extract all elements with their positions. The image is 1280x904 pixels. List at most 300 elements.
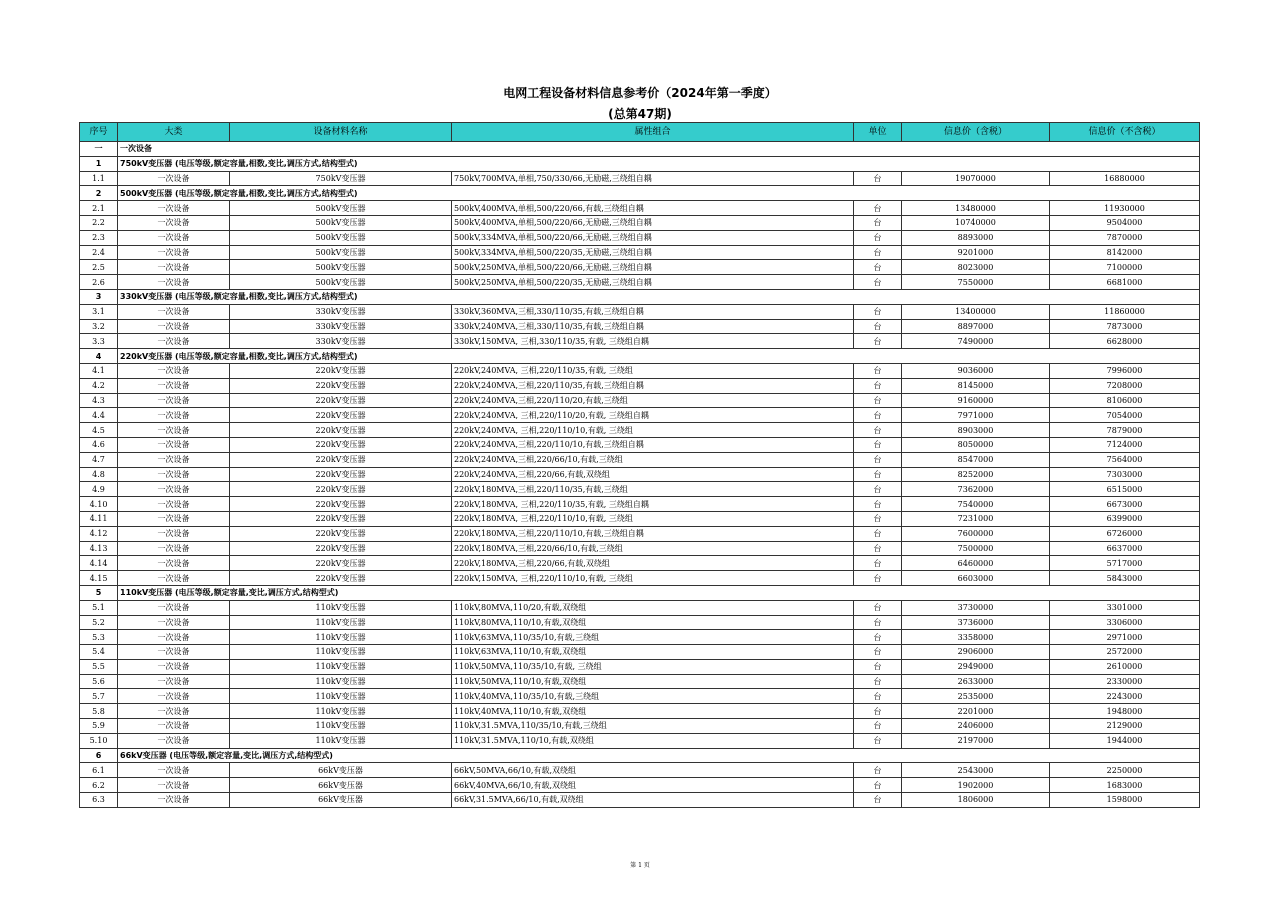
row-number: 4 (80, 349, 118, 364)
row-category: 一次设备 (118, 659, 230, 674)
row-price-tax: 6603000 (902, 571, 1050, 586)
row-attributes: 220kV,240MVA,三相,220/66/10,有载,三绕组 (452, 452, 854, 467)
table-header-row (80, 123, 1200, 142)
row-unit: 台 (854, 645, 902, 660)
row-name: 220kV变压器 (230, 556, 452, 571)
row-number: 3.2 (80, 319, 118, 334)
row-title: 110kV变压器 (电压等级,额定容量,变比,调压方式,结构型式) (118, 585, 1200, 600)
column-header-price-notax: 信息价（不含税） (1050, 123, 1200, 142)
row-unit: 台 (854, 378, 902, 393)
row-name: 220kV变压器 (230, 363, 452, 378)
row-category: 一次设备 (118, 793, 230, 808)
row-unit: 台 (854, 763, 902, 778)
row-attributes: 220kV,240MVA, 三相,220/110/20,有载, 三绕组自耦 (452, 408, 854, 423)
table-row (80, 674, 1200, 689)
row-number: 2.5 (80, 260, 118, 275)
row-price-tax: 2535000 (902, 689, 1050, 704)
table-row (80, 452, 1200, 467)
row-price-notax: 7873000 (1050, 319, 1200, 334)
row-name: 110kV变压器 (230, 645, 452, 660)
row-price-notax: 7100000 (1050, 260, 1200, 275)
row-attributes: 330kV,360MVA,三相,330/110/35,有载,三绕组自耦 (452, 304, 854, 319)
row-attributes: 110kV,40MVA,110/35/10,有载,三绕组 (452, 689, 854, 704)
table-row (80, 615, 1200, 630)
row-unit: 台 (854, 334, 902, 349)
row-unit: 台 (854, 171, 902, 186)
row-price-tax: 7500000 (902, 541, 1050, 556)
table-row (80, 171, 1200, 186)
column-header-price-tax: 信息价（含税） (902, 123, 1050, 142)
page-number: 第 1 页 (630, 862, 650, 869)
row-unit: 台 (854, 245, 902, 260)
table-row (80, 526, 1200, 541)
row-category: 一次设备 (118, 482, 230, 497)
row-name: 220kV变压器 (230, 571, 452, 586)
page-title: 电网工程设备材料信息参考价（2024年第一季度） (503, 86, 777, 100)
row-number: 3.1 (80, 304, 118, 319)
row-category: 一次设备 (118, 526, 230, 541)
table-row (80, 541, 1200, 556)
table-row (80, 201, 1200, 216)
row-attributes: 500kV,250MVA,单相,500/220/35,无励磁,三绕组自耦 (452, 275, 854, 290)
row-name: 500kV变压器 (230, 215, 452, 230)
table-row (80, 659, 1200, 674)
row-price-notax: 6681000 (1050, 275, 1200, 290)
row-number: 1 (80, 156, 118, 171)
row-price-notax: 1683000 (1050, 778, 1200, 793)
row-attributes: 500kV,334MVA,单相,500/220/66,无励磁,三绕组自耦 (452, 230, 854, 245)
row-attributes: 500kV,400MVA,单相,500/220/66,无励磁,三绕组自耦 (452, 215, 854, 230)
row-attributes: 110kV,63MVA,110/10,有载,双绕组 (452, 645, 854, 660)
table-row (80, 793, 1200, 808)
row-price-tax: 2406000 (902, 719, 1050, 734)
column-header-no: 序号 (80, 123, 118, 142)
row-unit: 台 (854, 497, 902, 512)
row-unit: 台 (854, 467, 902, 482)
row-attributes: 110kV,40MVA,110/10,有载,双绕组 (452, 704, 854, 719)
row-attributes: 220kV,240MVA,三相,220/110/35,有载,三绕组自耦 (452, 378, 854, 393)
table-row (80, 378, 1200, 393)
table-row (80, 689, 1200, 704)
row-name: 220kV变压器 (230, 378, 452, 393)
row-number: 6 (80, 748, 118, 763)
table-row (80, 778, 1200, 793)
row-title: 一次设备 (118, 142, 1200, 157)
row-unit: 台 (854, 719, 902, 734)
row-category: 一次设备 (118, 763, 230, 778)
row-unit: 台 (854, 571, 902, 586)
row-number: 4.5 (80, 423, 118, 438)
row-number: 2.4 (80, 245, 118, 260)
row-number: 4.6 (80, 437, 118, 452)
row-category: 一次设备 (118, 334, 230, 349)
row-unit: 台 (854, 556, 902, 571)
row-price-tax: 7550000 (902, 275, 1050, 290)
row-attributes: 330kV,150MVA, 三相,330/110/35,有载, 三绕组自耦 (452, 334, 854, 349)
row-number: 一 (80, 142, 118, 157)
row-name: 220kV变压器 (230, 482, 452, 497)
row-name: 500kV变压器 (230, 201, 452, 216)
row-category: 一次设备 (118, 630, 230, 645)
row-attributes: 220kV,240MVA, 三相,220/110/35,有载, 三绕组 (452, 363, 854, 378)
table-body (80, 142, 1200, 808)
row-price-notax: 6628000 (1050, 334, 1200, 349)
row-category: 一次设备 (118, 467, 230, 482)
row-price-tax: 7540000 (902, 497, 1050, 512)
row-price-notax: 2250000 (1050, 763, 1200, 778)
row-unit: 台 (854, 541, 902, 556)
row-attributes: 500kV,250MVA,单相,500/220/66,无励磁,三绕组自耦 (452, 260, 854, 275)
row-name: 110kV变压器 (230, 630, 452, 645)
row-number: 2.6 (80, 275, 118, 290)
row-unit: 台 (854, 201, 902, 216)
row-attributes: 110kV,63MVA,110/35/10,有载,三绕组 (452, 630, 854, 645)
row-category: 一次设备 (118, 571, 230, 586)
row-number: 5.2 (80, 615, 118, 630)
row-price-notax: 2330000 (1050, 674, 1200, 689)
row-number: 5.4 (80, 645, 118, 660)
row-name: 66kV变压器 (230, 778, 452, 793)
row-number: 5.8 (80, 704, 118, 719)
row-price-notax: 8106000 (1050, 393, 1200, 408)
row-category: 一次设备 (118, 201, 230, 216)
row-price-notax: 6515000 (1050, 482, 1200, 497)
row-price-notax: 2572000 (1050, 645, 1200, 660)
table-row (80, 511, 1200, 526)
row-number: 2.1 (80, 201, 118, 216)
row-name: 66kV变压器 (230, 763, 452, 778)
row-attributes: 66kV,50MVA,66/10,有载,双绕组 (452, 763, 854, 778)
row-price-notax: 6399000 (1050, 511, 1200, 526)
row-name: 110kV变压器 (230, 674, 452, 689)
row-price-notax: 6673000 (1050, 497, 1200, 512)
row-category: 一次设备 (118, 497, 230, 512)
row-number: 5.1 (80, 600, 118, 615)
row-name: 220kV变压器 (230, 497, 452, 512)
row-category: 一次设备 (118, 778, 230, 793)
row-price-tax: 8897000 (902, 319, 1050, 334)
table-row (80, 556, 1200, 571)
row-name: 220kV变压器 (230, 511, 452, 526)
row-price-tax: 6460000 (902, 556, 1050, 571)
row-category: 一次设备 (118, 600, 230, 615)
row-attributes: 220kV,240MVA,三相,220/66,有载,双绕组 (452, 467, 854, 482)
row-number: 4.2 (80, 378, 118, 393)
row-unit: 台 (854, 319, 902, 334)
row-price-tax: 10740000 (902, 215, 1050, 230)
row-unit: 台 (854, 526, 902, 541)
table-row (80, 319, 1200, 334)
row-title: 66kV变压器 (电压等级,额定容量,变比,调压方式,结构型式) (118, 748, 1200, 763)
row-attributes: 110kV,31.5MVA,110/10,有载,双绕组 (452, 733, 854, 748)
row-unit: 台 (854, 733, 902, 748)
row-attributes: 66kV,40MVA,66/10,有载,双绕组 (452, 778, 854, 793)
row-category: 一次设备 (118, 733, 230, 748)
row-name: 500kV变压器 (230, 245, 452, 260)
row-category: 一次设备 (118, 615, 230, 630)
row-name: 110kV变压器 (230, 615, 452, 630)
row-number: 5.9 (80, 719, 118, 734)
group-row (80, 748, 1200, 763)
row-price-tax: 7600000 (902, 526, 1050, 541)
row-number: 6.2 (80, 778, 118, 793)
row-price-tax: 8903000 (902, 423, 1050, 438)
row-name: 220kV变压器 (230, 437, 452, 452)
group-row (80, 349, 1200, 364)
table-row (80, 245, 1200, 260)
row-unit: 台 (854, 482, 902, 497)
row-name: 110kV变压器 (230, 719, 452, 734)
row-category: 一次设备 (118, 275, 230, 290)
row-price-tax: 9036000 (902, 363, 1050, 378)
row-number: 4.4 (80, 408, 118, 423)
row-category: 一次设备 (118, 378, 230, 393)
row-price-tax: 3358000 (902, 630, 1050, 645)
table-row (80, 571, 1200, 586)
row-price-notax: 6726000 (1050, 526, 1200, 541)
row-category: 一次设备 (118, 719, 230, 734)
row-number: 5.7 (80, 689, 118, 704)
table-row (80, 393, 1200, 408)
row-price-notax: 6637000 (1050, 541, 1200, 556)
row-attributes: 500kV,400MVA,单相,500/220/66,有载,三绕组自耦 (452, 201, 854, 216)
row-price-tax: 7971000 (902, 408, 1050, 423)
row-category: 一次设备 (118, 215, 230, 230)
row-attributes: 110kV,31.5MVA,110/35/10,有载,三绕组 (452, 719, 854, 734)
group-row (80, 186, 1200, 201)
row-unit: 台 (854, 511, 902, 526)
table-row (80, 763, 1200, 778)
row-number: 3 (80, 289, 118, 304)
table-row (80, 482, 1200, 497)
row-name: 330kV变压器 (230, 319, 452, 334)
row-unit: 台 (854, 215, 902, 230)
column-header-name: 设备材料名称 (230, 123, 452, 142)
row-number: 4.13 (80, 541, 118, 556)
row-number: 2 (80, 186, 118, 201)
row-price-tax: 7231000 (902, 511, 1050, 526)
table-row (80, 600, 1200, 615)
row-name: 220kV变压器 (230, 393, 452, 408)
table-row (80, 334, 1200, 349)
row-category: 一次设备 (118, 452, 230, 467)
row-category: 一次设备 (118, 230, 230, 245)
row-name: 330kV变压器 (230, 334, 452, 349)
row-name: 500kV变压器 (230, 230, 452, 245)
table-row (80, 260, 1200, 275)
row-number: 5 (80, 585, 118, 600)
row-attributes: 220kV,180MVA, 三相,220/110/10,有载, 三绕组 (452, 511, 854, 526)
row-unit: 台 (854, 600, 902, 615)
row-number: 4.10 (80, 497, 118, 512)
row-attributes: 220kV,240MVA,三相,220/110/10,有载,三绕组自耦 (452, 437, 854, 452)
row-unit: 台 (854, 793, 902, 808)
column-header-attributes: 属性组合 (452, 123, 854, 142)
row-unit: 台 (854, 630, 902, 645)
row-category: 一次设备 (118, 363, 230, 378)
row-number: 6.3 (80, 793, 118, 808)
row-attributes: 220kV,240MVA, 三相,220/110/10,有载, 三绕组 (452, 423, 854, 438)
column-header-category: 大类 (118, 123, 230, 142)
row-price-tax: 2201000 (902, 704, 1050, 719)
row-category: 一次设备 (118, 319, 230, 334)
row-unit: 台 (854, 689, 902, 704)
row-price-notax: 1948000 (1050, 704, 1200, 719)
row-attributes: 220kV,180MVA,三相,220/66/10,有载,三绕组 (452, 541, 854, 556)
table-row (80, 437, 1200, 452)
page-subtitle: (总第47期) (608, 107, 672, 121)
row-price-tax: 13400000 (902, 304, 1050, 319)
table-row (80, 645, 1200, 660)
table-row (80, 230, 1200, 245)
row-price-notax: 7054000 (1050, 408, 1200, 423)
row-price-notax: 2610000 (1050, 659, 1200, 674)
row-price-tax: 9201000 (902, 245, 1050, 260)
row-title: 220kV变压器 (电压等级,额定容量,相数,变比,调压方式,结构型式) (118, 349, 1200, 364)
row-price-tax: 8050000 (902, 437, 1050, 452)
row-price-notax: 2243000 (1050, 689, 1200, 704)
row-price-notax: 7564000 (1050, 452, 1200, 467)
row-category: 一次设备 (118, 704, 230, 719)
row-attributes: 110kV,80MVA,110/20,有载,双绕组 (452, 600, 854, 615)
row-price-tax: 19070000 (902, 171, 1050, 186)
row-price-notax: 7208000 (1050, 378, 1200, 393)
table-row (80, 363, 1200, 378)
table-row (80, 733, 1200, 748)
row-price-tax: 2197000 (902, 733, 1050, 748)
row-price-notax: 7124000 (1050, 437, 1200, 452)
row-price-notax: 7303000 (1050, 467, 1200, 482)
row-price-tax: 8145000 (902, 378, 1050, 393)
row-unit: 台 (854, 393, 902, 408)
row-number: 4.9 (80, 482, 118, 497)
row-price-tax: 7490000 (902, 334, 1050, 349)
row-price-notax: 7870000 (1050, 230, 1200, 245)
row-price-tax: 2633000 (902, 674, 1050, 689)
table-row (80, 467, 1200, 482)
row-price-tax: 1806000 (902, 793, 1050, 808)
row-attributes: 220kV,240MVA,三相,220/110/20,有载,三绕组 (452, 393, 854, 408)
section-row (80, 142, 1200, 157)
row-number: 4.1 (80, 363, 118, 378)
table-row (80, 304, 1200, 319)
row-name: 110kV变压器 (230, 659, 452, 674)
row-price-notax: 7996000 (1050, 363, 1200, 378)
table-row (80, 719, 1200, 734)
row-price-tax: 8547000 (902, 452, 1050, 467)
row-price-tax: 8893000 (902, 230, 1050, 245)
row-unit: 台 (854, 304, 902, 319)
table-row (80, 704, 1200, 719)
table-row (80, 423, 1200, 438)
row-name: 220kV变压器 (230, 452, 452, 467)
row-category: 一次设备 (118, 556, 230, 571)
row-number: 4.12 (80, 526, 118, 541)
row-unit: 台 (854, 260, 902, 275)
row-price-notax: 7879000 (1050, 423, 1200, 438)
row-unit: 台 (854, 778, 902, 793)
row-price-notax: 3301000 (1050, 600, 1200, 615)
row-number: 5.10 (80, 733, 118, 748)
row-price-notax: 9504000 (1050, 215, 1200, 230)
row-price-notax: 5717000 (1050, 556, 1200, 571)
row-attributes: 110kV,50MVA,110/10,有载,双绕组 (452, 674, 854, 689)
row-title: 330kV变压器 (电压等级,额定容量,相数,变比,调压方式,结构型式) (118, 289, 1200, 304)
row-price-notax: 2971000 (1050, 630, 1200, 645)
row-price-tax: 2543000 (902, 763, 1050, 778)
row-price-tax: 3730000 (902, 600, 1050, 615)
row-name: 110kV变压器 (230, 600, 452, 615)
row-price-notax: 1598000 (1050, 793, 1200, 808)
row-attributes: 220kV,180MVA,三相,220/66,有载,双绕组 (452, 556, 854, 571)
row-category: 一次设备 (118, 423, 230, 438)
row-unit: 台 (854, 615, 902, 630)
table-row (80, 275, 1200, 290)
row-category: 一次设备 (118, 408, 230, 423)
row-number: 4.11 (80, 511, 118, 526)
row-attributes: 110kV,80MVA,110/10,有载,双绕组 (452, 615, 854, 630)
row-name: 330kV变压器 (230, 304, 452, 319)
row-price-tax: 2906000 (902, 645, 1050, 660)
row-price-tax: 3736000 (902, 615, 1050, 630)
row-category: 一次设备 (118, 260, 230, 275)
row-attributes: 750kV,700MVA,单相,750/330/66,无励磁,三绕组自耦 (452, 171, 854, 186)
row-unit: 台 (854, 408, 902, 423)
row-attributes: 500kV,334MVA,单相,500/220/35,无励磁,三绕组自耦 (452, 245, 854, 260)
row-attributes: 66kV,31.5MVA,66/10,有载,双绕组 (452, 793, 854, 808)
row-name: 220kV变压器 (230, 408, 452, 423)
row-price-notax: 16880000 (1050, 171, 1200, 186)
row-price-tax: 1902000 (902, 778, 1050, 793)
row-number: 4.3 (80, 393, 118, 408)
table-row (80, 630, 1200, 645)
row-title: 750kV变压器 (电压等级,额定容量,相数,变比,调压方式,结构型式) (118, 156, 1200, 171)
row-name: 66kV变压器 (230, 793, 452, 808)
row-name: 220kV变压器 (230, 526, 452, 541)
table-row (80, 215, 1200, 230)
row-price-tax: 8252000 (902, 467, 1050, 482)
row-price-notax: 11860000 (1050, 304, 1200, 319)
row-price-tax: 9160000 (902, 393, 1050, 408)
row-unit: 台 (854, 452, 902, 467)
row-number: 1.1 (80, 171, 118, 186)
row-price-notax: 3306000 (1050, 615, 1200, 630)
row-unit: 台 (854, 437, 902, 452)
row-unit: 台 (854, 674, 902, 689)
row-unit: 台 (854, 704, 902, 719)
group-row (80, 289, 1200, 304)
row-name: 110kV变压器 (230, 704, 452, 719)
row-price-tax: 7362000 (902, 482, 1050, 497)
row-attributes: 220kV,180MVA,三相,220/110/10,有载,三绕组自耦 (452, 526, 854, 541)
group-row (80, 156, 1200, 171)
row-number: 6.1 (80, 763, 118, 778)
row-number: 4.8 (80, 467, 118, 482)
row-number: 5.6 (80, 674, 118, 689)
row-unit: 台 (854, 423, 902, 438)
row-number: 5.5 (80, 659, 118, 674)
row-category: 一次设备 (118, 393, 230, 408)
row-unit: 台 (854, 363, 902, 378)
row-price-tax: 13480000 (902, 201, 1050, 216)
row-unit: 台 (854, 659, 902, 674)
row-category: 一次设备 (118, 674, 230, 689)
row-name: 220kV变压器 (230, 423, 452, 438)
row-category: 一次设备 (118, 645, 230, 660)
row-attributes: 220kV,150MVA, 三相,220/110/10,有载, 三绕组 (452, 571, 854, 586)
row-name: 500kV变压器 (230, 260, 452, 275)
row-price-notax: 11930000 (1050, 201, 1200, 216)
